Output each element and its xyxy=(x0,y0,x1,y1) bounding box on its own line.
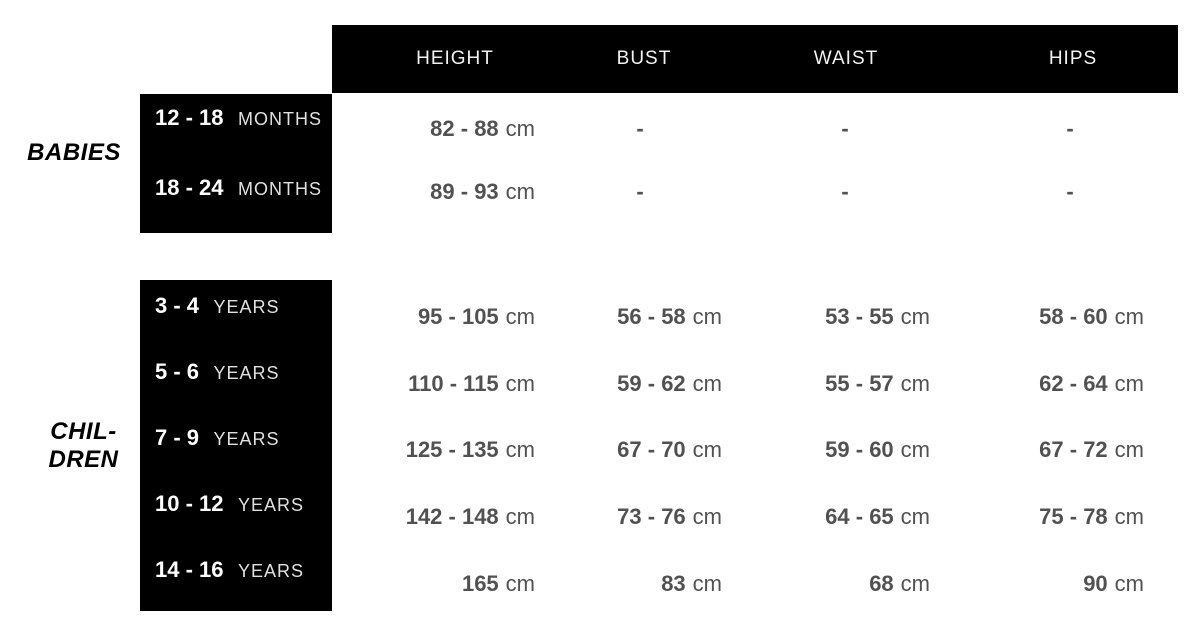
value: 67 - 72 xyxy=(1039,437,1108,462)
value: 56 - 58 xyxy=(617,304,686,329)
age-range: 10 - 12 xyxy=(155,491,224,516)
section-label-children xyxy=(6,418,161,474)
unit: cm xyxy=(505,437,535,462)
age-row-children-1 xyxy=(155,357,280,390)
value: 75 - 78 xyxy=(1039,504,1108,529)
cell-children-4-bust xyxy=(661,569,722,602)
unit: cm xyxy=(900,437,930,462)
cell-children-4-waist xyxy=(869,569,930,602)
value: 165 xyxy=(461,571,499,596)
cell-children-0-height xyxy=(418,302,535,335)
unit: cm xyxy=(900,571,930,596)
table-header-bar xyxy=(332,25,1178,93)
age-range: 5 - 6 xyxy=(155,359,200,384)
value: 59 - 62 xyxy=(617,371,686,396)
age-unit: MONTHS xyxy=(237,179,322,199)
unit: cm xyxy=(505,116,535,141)
cell-babies-1-hips: - xyxy=(1066,179,1074,204)
unit: cm xyxy=(505,571,535,596)
cell-children-2-height xyxy=(406,435,535,468)
cell-children-2-waist xyxy=(825,435,930,468)
column-header-height: HEIGHT xyxy=(416,48,494,69)
unit: cm xyxy=(505,504,535,529)
unit: cm xyxy=(505,304,535,329)
unit: cm xyxy=(692,437,722,462)
age-range: 3 - 4 xyxy=(155,293,200,318)
value: 110 - 115 xyxy=(408,371,499,396)
cell-babies-1-height xyxy=(430,177,535,210)
cell-children-3-height xyxy=(406,502,535,535)
cell-children-3-hips xyxy=(1039,502,1144,535)
value: 142 - 148 xyxy=(405,504,499,529)
section-label-line2: DREN xyxy=(48,446,119,473)
children-age-panel xyxy=(140,280,332,611)
unit: cm xyxy=(900,504,930,529)
unit: cm xyxy=(505,179,535,204)
column-header-hips: HIPS xyxy=(1048,48,1098,69)
value: 53 - 55 xyxy=(825,304,894,329)
cell-babies-0-bust: - xyxy=(636,116,644,141)
age-row-children-0 xyxy=(155,291,280,324)
column-header-waist: WAIST xyxy=(813,48,879,69)
unit: cm xyxy=(692,304,722,329)
value: 64 - 65 xyxy=(825,504,894,529)
value: 83 xyxy=(661,571,686,596)
cell-children-3-bust xyxy=(617,502,722,535)
section-label-line1: CHIL- xyxy=(50,418,117,445)
value: 95 - 105 xyxy=(417,304,499,329)
age-row-children-4 xyxy=(155,555,304,588)
age-range: 7 - 9 xyxy=(155,425,200,450)
value: 68 xyxy=(869,571,894,596)
age-unit: MONTHS xyxy=(237,109,322,129)
value: 58 - 60 xyxy=(1039,304,1108,329)
unit: cm xyxy=(900,371,930,396)
value: 89 - 93 xyxy=(430,179,499,204)
value: 125 - 135 xyxy=(405,437,499,462)
unit: cm xyxy=(1114,437,1144,462)
cell-children-2-bust xyxy=(617,435,722,468)
cell-children-1-height xyxy=(408,369,535,402)
age-range: 14 - 16 xyxy=(155,557,224,582)
age-unit: YEARS xyxy=(237,495,304,515)
value: 67 - 70 xyxy=(617,437,686,462)
unit: cm xyxy=(692,504,722,529)
age-row-children-2 xyxy=(155,423,280,456)
cell-children-4-height xyxy=(462,569,535,602)
age-unit: YEARS xyxy=(213,297,280,317)
unit: cm xyxy=(505,371,535,396)
cell-children-1-bust xyxy=(617,369,722,402)
unit: cm xyxy=(1114,304,1144,329)
unit: cm xyxy=(900,304,930,329)
cell-babies-1-bust: - xyxy=(636,179,644,204)
value: 55 - 57 xyxy=(825,371,894,396)
age-unit: YEARS xyxy=(213,429,280,449)
age-range: 12 - 18 xyxy=(155,105,224,130)
cell-babies-0-waist: - xyxy=(841,116,849,141)
unit: cm xyxy=(1114,371,1144,396)
value: 62 - 64 xyxy=(1039,371,1108,396)
babies-age-panel xyxy=(140,94,332,233)
unit: cm xyxy=(1114,571,1144,596)
cell-children-2-hips xyxy=(1039,435,1144,468)
cell-babies-0-height xyxy=(430,114,535,147)
age-row-children-3 xyxy=(155,489,304,522)
age-row-babies-0 xyxy=(155,103,322,136)
value: 90 xyxy=(1083,571,1108,596)
value: 73 - 76 xyxy=(617,504,686,529)
cell-children-0-hips xyxy=(1039,302,1144,335)
unit: cm xyxy=(692,571,722,596)
section-label-babies: BABIES xyxy=(27,139,121,166)
value: 82 - 88 xyxy=(430,116,499,141)
value: 59 - 60 xyxy=(825,437,894,462)
unit: cm xyxy=(1114,504,1144,529)
cell-children-3-waist xyxy=(825,502,930,535)
cell-babies-0-hips: - xyxy=(1066,116,1074,141)
cell-children-0-waist xyxy=(825,302,930,335)
cell-children-0-bust xyxy=(617,302,722,335)
column-header-bust: BUST xyxy=(616,48,672,69)
age-unit: YEARS xyxy=(213,363,280,383)
age-row-babies-1 xyxy=(155,173,322,206)
cell-babies-1-waist: - xyxy=(841,179,849,204)
cell-children-1-hips xyxy=(1039,369,1144,402)
cell-children-1-waist xyxy=(825,369,930,402)
age-range: 18 - 24 xyxy=(155,175,224,200)
age-unit: YEARS xyxy=(237,561,304,581)
cell-children-4-hips xyxy=(1083,569,1144,602)
unit: cm xyxy=(692,371,722,396)
